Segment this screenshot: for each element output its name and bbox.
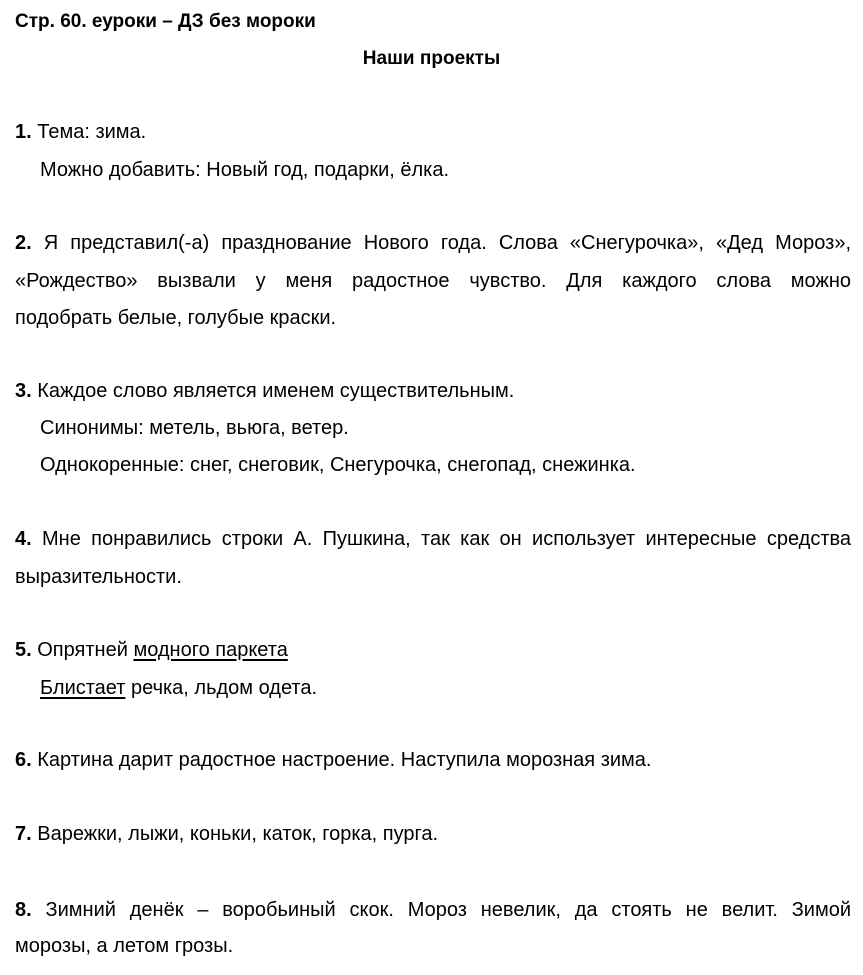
- answer-number: 5.: [15, 639, 32, 661]
- page-header: Стр. 60. еуроки – ДЗ без мороки: [15, 11, 316, 32]
- answer-7-line-1: [15, 820, 438, 848]
- answer-3-line-2: Синонимы: метель, вьюга, ветер.: [40, 417, 349, 439]
- answer-text: Мне понравились строки А. Пушкина, так как он использует интересные средства: [42, 528, 851, 550]
- answer-text: Картина дарит радостное настроение. Наступила морозная зима.: [37, 749, 652, 771]
- answer-3-line-1: [15, 377, 514, 405]
- answer-text: речка, льдом одета.: [130, 677, 318, 699]
- answer-8-line-2: морозы, а летом грозы.: [15, 935, 234, 957]
- answer-2-line-1: [15, 229, 851, 257]
- answer-1-line-1: [15, 118, 146, 146]
- answer-4-line-1: [15, 525, 851, 553]
- answer-1-line-2: Можно добавить: Новый год, подарки, ёлка.: [40, 159, 450, 181]
- answer-text: Зимний денёк – воробьиный скок. Мороз невелик, да стоять не велит. Зимой: [45, 899, 852, 921]
- answer-2-line-3: подобрать белые, голубые краски.: [15, 307, 337, 329]
- answer-number: 1.: [15, 121, 32, 143]
- answer-3-line-3: Однокоренные: снег, снеговик, Снегурочка, снегопад, снежинка.: [40, 454, 636, 476]
- underlined-word: Блистает: [40, 677, 126, 699]
- page-title: Наши проекты: [362, 48, 501, 69]
- answer-6-line-1: [15, 746, 651, 774]
- answer-8-line-1: [15, 896, 851, 924]
- answer-number: 8.: [15, 899, 32, 921]
- answer-number: 3.: [15, 380, 32, 402]
- answer-text: Каждое слово является именем существительным.: [37, 380, 515, 402]
- answer-number: 7.: [15, 823, 32, 845]
- answer-5-line-2: [40, 674, 317, 702]
- answer-2-line-2: «Рождество» вызвали у меня радостное чувство. Для каждого слова можно: [15, 270, 851, 292]
- answer-number: 2.: [15, 232, 32, 254]
- answer-text: Опрятней: [37, 639, 128, 661]
- answer-text: Я представил(-а) празднование Нового года. Слова «Снегурочка», «Дед Мороз»,: [43, 232, 851, 254]
- answer-5-line-1: [15, 636, 288, 664]
- answer-number: 6.: [15, 749, 32, 771]
- answer-number: 4.: [15, 528, 32, 550]
- answer-text: Тема: зима.: [37, 121, 147, 143]
- answer-4-line-2: выразительности.: [15, 566, 182, 588]
- answer-text: Варежки, лыжи, коньки, каток, горка, пурга.: [37, 823, 439, 845]
- underlined-phrase: модного паркета: [133, 639, 288, 661]
